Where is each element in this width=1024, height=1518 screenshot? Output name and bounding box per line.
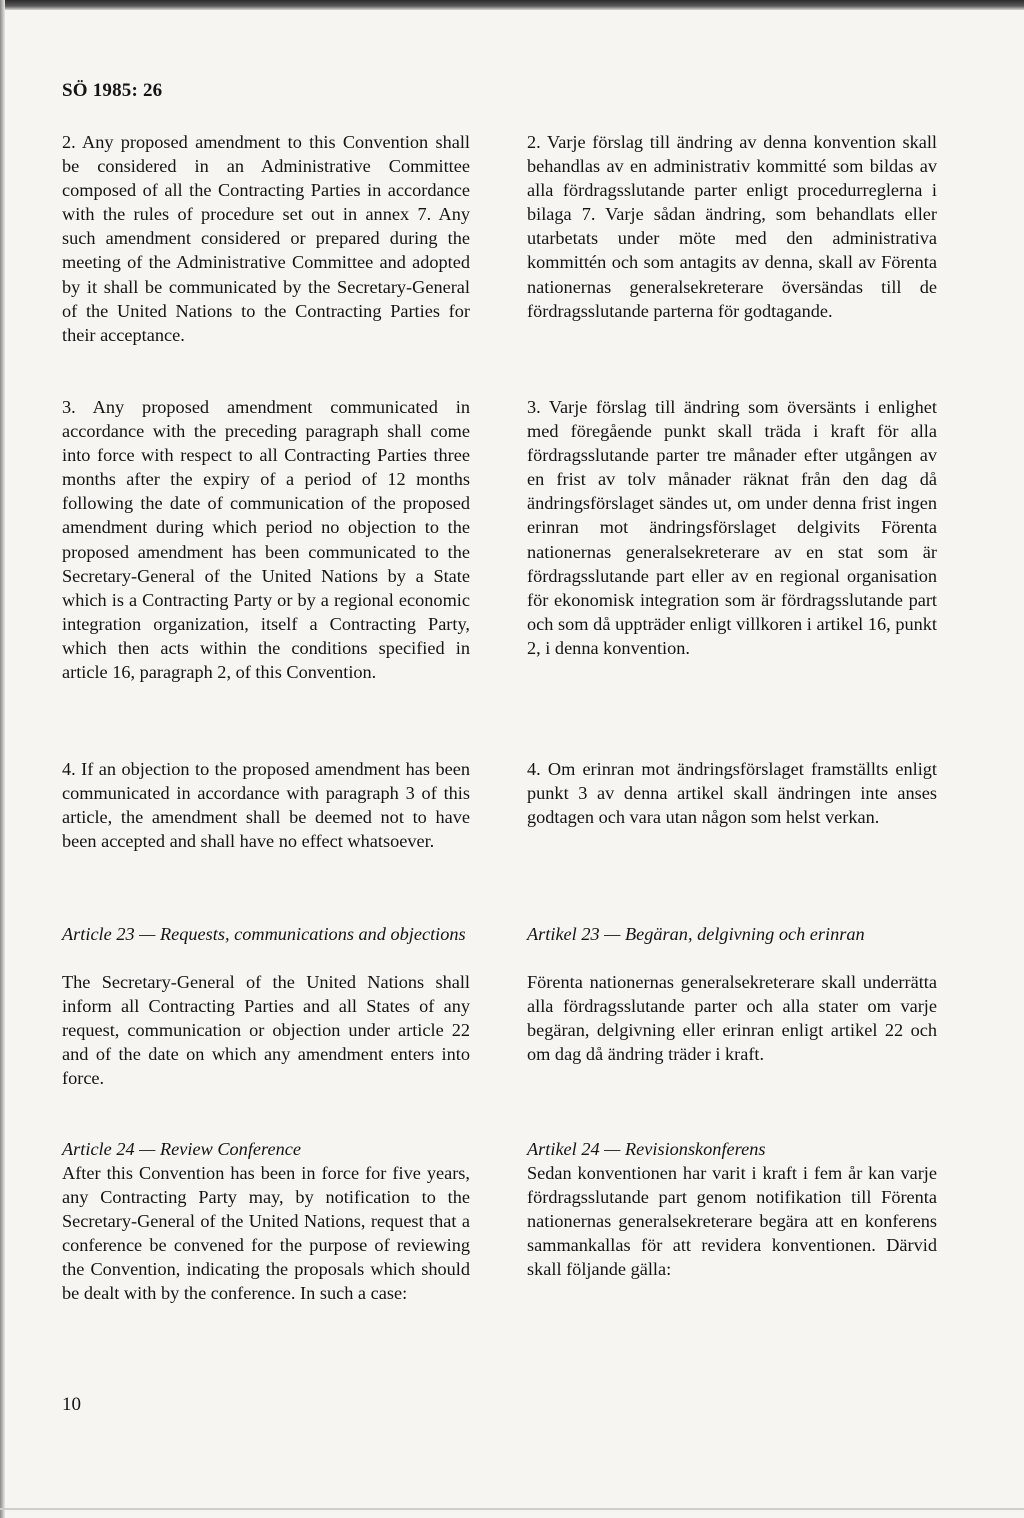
scan-edge-left — [0, 0, 5, 1518]
sv-article-23-text: Förenta nationernas generalsekreterare skall underrätta alla fördragsslutande parter och alla stater om varje begäran, delgivning eller erinran enligt artikel 22 och om dag då ändring träder i kraft. — [527, 972, 937, 1065]
en-article-23-heading: Article 23 — Requests, communications and objections — [62, 924, 466, 944]
sv-paragraph-4: 4. Om erinran mot ändringsförslaget framställts enligt punkt 3 av denna artikel skall ändringen inte anses godtagen och vara utan någon som helst verkan. — [527, 759, 937, 828]
en-article-24-heading: Article 24 — Review Conference — [62, 1139, 301, 1159]
scan-edge-bottom — [0, 1508, 1024, 1510]
en-paragraph-2: 2. Any proposed amendment to this Convention shall be considered in an Administrative Committee composed of all the Contracting Parties in accordance with the rules of procedure set out in annex 7. Any such amendment considered or prepared during the meeting of the Administrative Committee and adopted by it shall be communicated by the Secretary-General of the United Nations to the Contracting Parties for their acceptance. — [62, 132, 470, 345]
en-article-24-text: After this Convention has been in force for five years, any Contracting Party may, by notification to the Secretary-General of the United Nations, request that a conference be convened for the purpose of reviewing the Convention, indicating the proposals which should be dealt with by the conference. In such a case: — [62, 1163, 470, 1304]
sv-article-23-heading: Artikel 23 — Begäran, delgivning och erinran — [527, 924, 865, 944]
scan-edge-top — [0, 0, 1024, 10]
page-number: 10 — [62, 1394, 81, 1415]
document-reference: SÖ 1985: 26 — [62, 80, 163, 101]
sv-article-24-heading: Artikel 24 — Revisionskonferens — [527, 1139, 766, 1159]
sv-article-24-text: Sedan konventionen har varit i kraft i fem år kan varje fördragsslutande part genom notifikation till Förenta nationernas generalsekreterare begära att en konferens sammankallas för att revidera konventionen. Därvid skall följande gälla: — [527, 1163, 937, 1280]
en-article-23-text: The Secretary-General of the United Nations shall inform all Contracting Parties and all States of any request, communication or objection under article 22 and of the date on which any amendment enters into force. — [62, 972, 470, 1089]
en-paragraph-4: 4. If an objection to the proposed amendment has been communicated in accordance with paragraph 3 of this article, the amendment shall be deemed not to have been accepted and shall have no effect whatsoever. — [62, 759, 470, 852]
en-paragraph-3: 3. Any proposed amendment communicated in accordance with the preceding paragraph shall come into force with respect to all Contracting Parties three months after the expiry of a period of 12 months following the date of communication of the proposed amendment during which period no objection to the proposed amendment has been communicated to the Secretary-General of the United Nations by a State which is a Contracting Party or by a regional economic integration organization, itself a Contracting Party, which then acts within the conditions specified in article 16, paragraph 2, of this Convention. — [62, 397, 470, 683]
sv-paragraph-2: 2. Varje förslag till ändring av denna konvention skall behandlas av en administrativ kommitté som bildas av alla fördragsslutande parter enligt procedurreglerna i bilaga 7. Varje sådan ändring, som behandlats eller utarbetats under möte med den administrativa kommittén och som antagits av denna, skall av Förenta nationernas generalsekreterare översändas till de fördragsslutande parterna för godtagande. — [527, 132, 937, 321]
sv-paragraph-3: 3. Varje förslag till ändring som översänts i enlighet med föregående punkt skall träda i kraft för alla fördragsslutande parter tre månader efter utgången av en frist av tolv månader räknat från den dag då ändringsförslaget sändes ut, om under denna frist ingen erinran mot ändringsförslaget delgivits Förenta nationernas generalsekreterare av en stat som är fördragsslutande part eller av en regional organisation för ekonomisk integration som är fördragsslutande part och som då uppträder enligt villkoren i artikel 16, punkt 2, i denna konvention. — [527, 397, 937, 658]
